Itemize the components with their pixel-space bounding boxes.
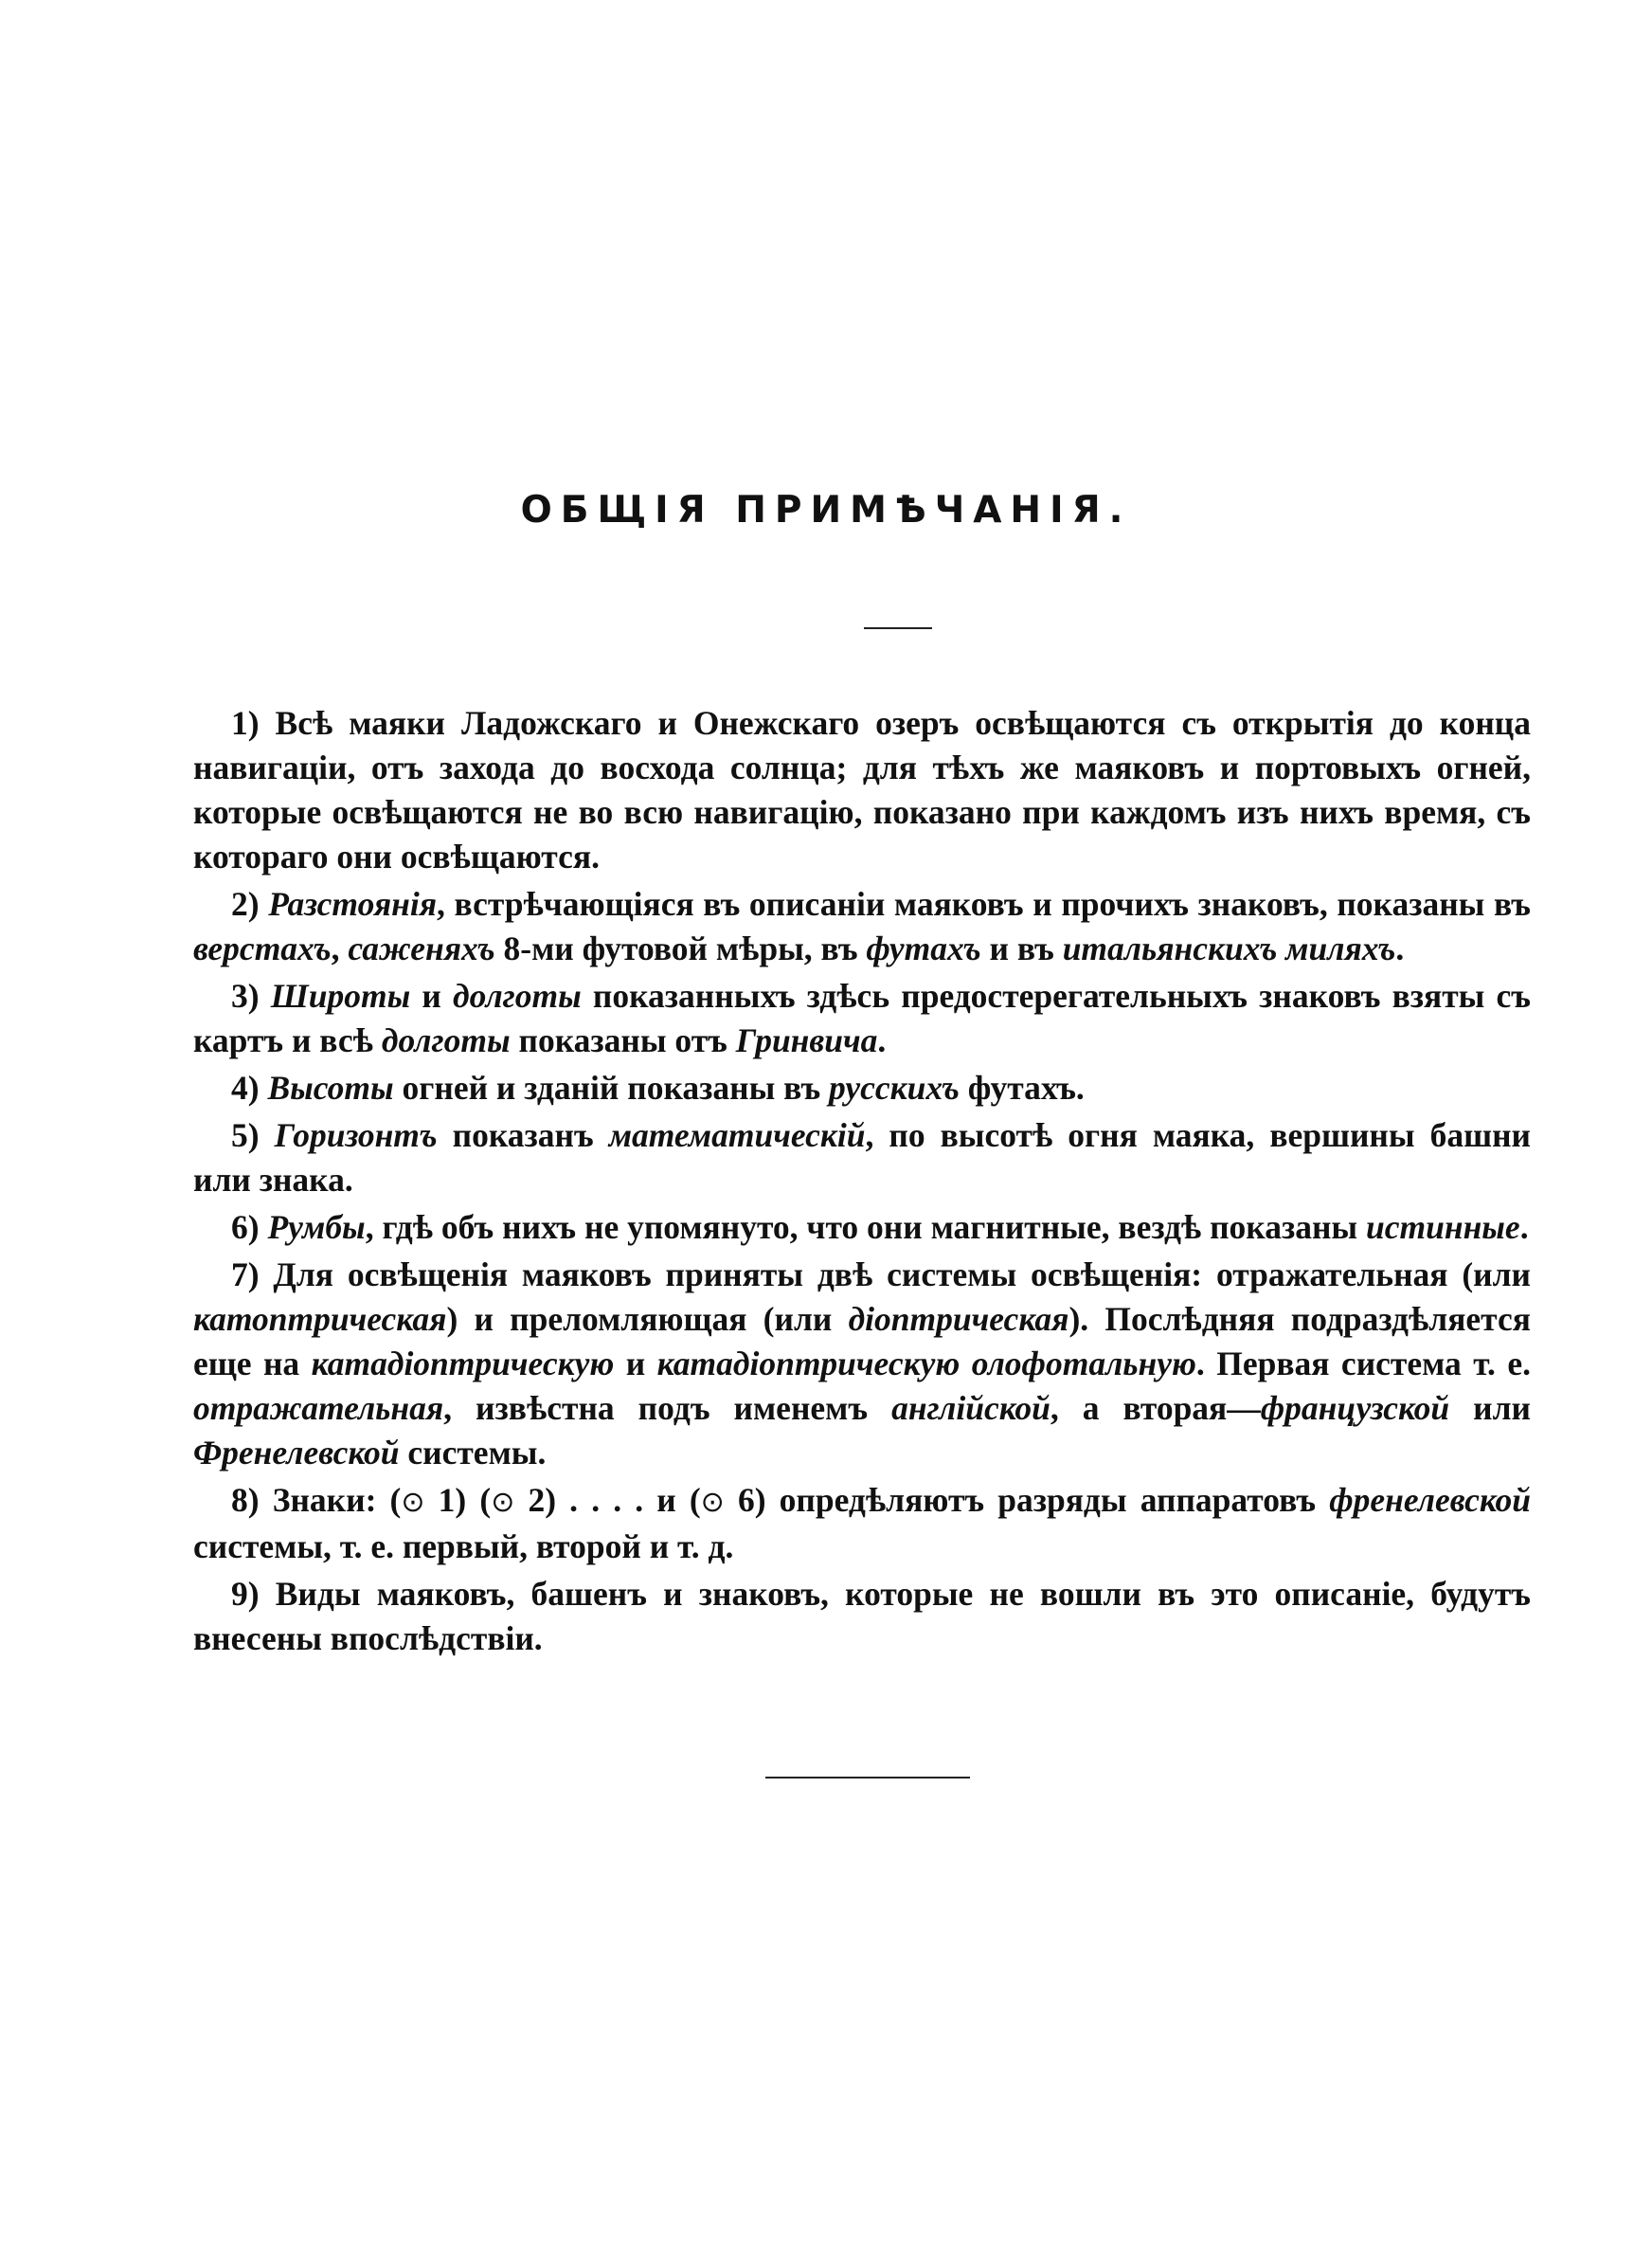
note-9: 9) Виды маяковъ, башенъ и знаковъ, которые не вошли въ это описаніе, будутъ внесены впослѣдствіи.	[193, 1575, 1531, 1657]
note-2: 2) Разстоянія, встрѣчающіяся въ описаніи маяковъ и прочихъ знаковъ, показаны въ верстахъ, саженяхъ 8-ми футовой мѣры, въ футахъ и въ итальянскихъ миляхъ.	[193, 885, 1531, 967]
note-1: 1) Всѣ маяки Ладожскаго и Онежскаго озеръ освѣщаются съ открытія до конца навигаціи, отъ захода до восхода солнца; для тѣхъ же маяковъ и портовыхъ огней, которые освѣщаются не во всю навигацію, показано при каждомъ изъ нихъ время, съ котораго они освѣщаются.	[193, 704, 1531, 876]
note-3: 3) Широты и долготы показанныхъ здѣсь предостерегательныхъ знаковъ взяты съ картъ и всѣ долготы показаны отъ Гринвича.	[193, 977, 1531, 1059]
apparatus-sign-icon: ⊙	[491, 1486, 515, 1519]
note-7: 7) Для освѣщенія маяковъ приняты двѣ системы освѣщенія: отражательная (или катоптрическая) и преломляющая (или діоптрическая). Послѣдняя подраздѣляется еще на катадіоптрическую и катадіоптрическую олофотальную. Первая система т. е. отражательная, извѣстна подъ именемъ англійской, а вторая—французской или Френелевской системы.	[193, 1255, 1532, 1472]
note-5: 5) Горизонтъ показанъ математическій, по высотѣ огня маяка, вершины башни или знака.	[193, 1116, 1531, 1199]
title-divider	[864, 627, 932, 629]
closing-divider	[765, 1777, 970, 1779]
note-6: 6) Румбы, гдѣ объ нихъ не упомянуто, что они магнитные, вездѣ показаны истинные.	[231, 1208, 1529, 1246]
note-4: 4) Высоты огней и зданій показаны въ русскихъ футахъ.	[231, 1069, 1085, 1107]
apparatus-sign-icon: ⊙	[700, 1486, 725, 1519]
page-title: ОБЩІЯ ПРИМѢЧАНІЯ.	[520, 489, 1132, 532]
note-8: 8) Знаки: (⊙ 1) (⊙ 2) . . . . и (⊙ 6) опредѣляютъ разряды аппаратовъ френелевской системы, т. е. первый, второй и т. д.	[193, 1481, 1531, 1565]
apparatus-sign-icon: ⊙	[401, 1486, 425, 1519]
notes-list	[193, 701, 1531, 1664]
